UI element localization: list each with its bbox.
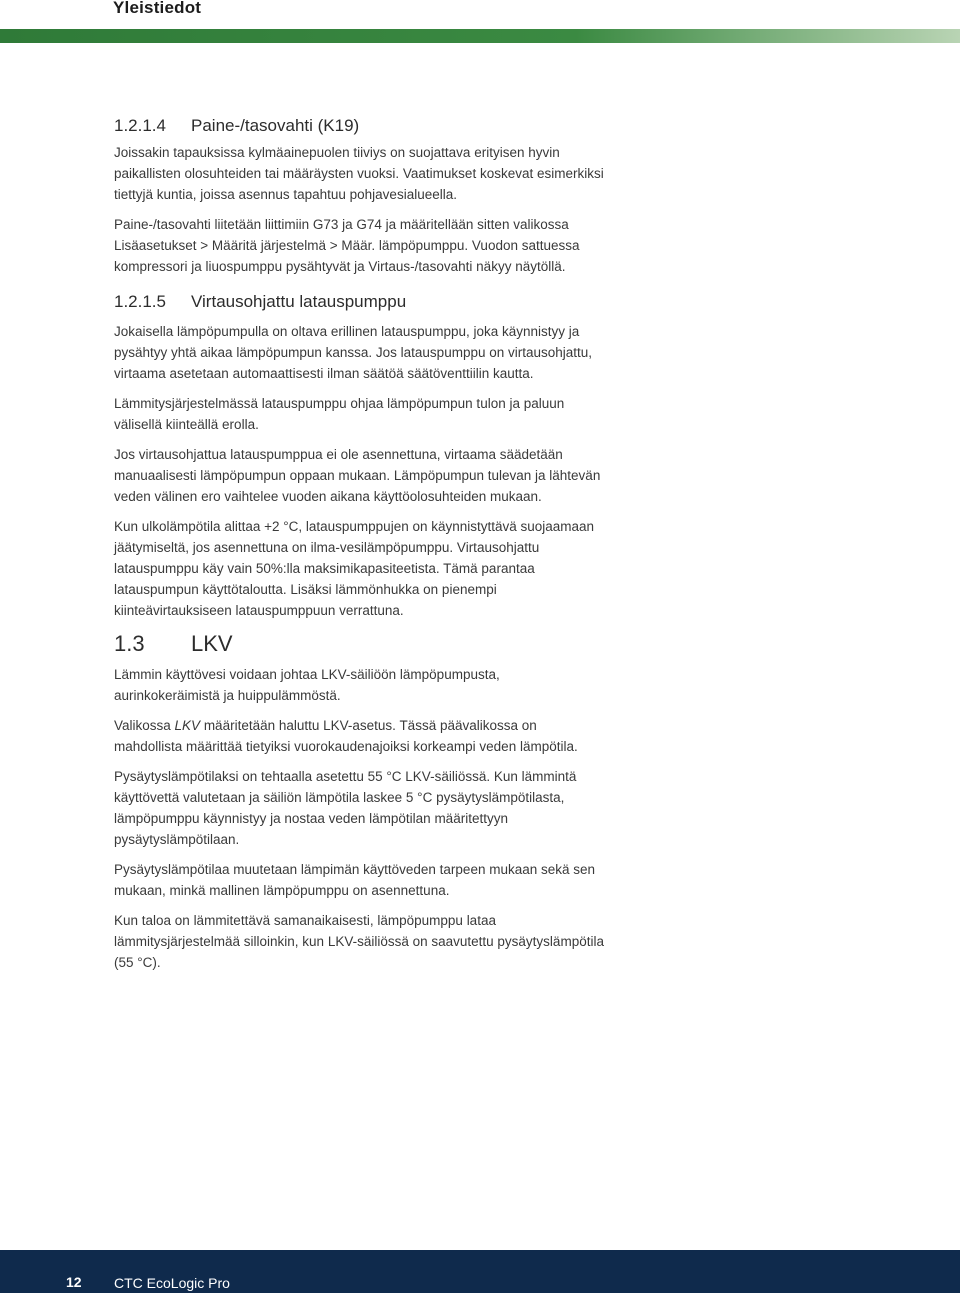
section-title: LKV: [191, 631, 233, 656]
menu-name-italic: LKV: [174, 718, 201, 733]
section-number: 1.3: [114, 631, 145, 656]
paragraph: Jokaisella lämpöpumpulla on oltava erillinen latauspumppu, joka käynnistyy ja pysähtyy yhtä aikaa lämpöpumpun kanssa. Jos latauspumppu on virtausohjattu, virtaama asetetaan automaattisesti ilman säätöä säätöventtiilin kautta.: [114, 324, 593, 381]
section-title: Virtausohjattu latauspumppu: [191, 292, 407, 311]
chapter-title: Yleistiedot: [113, 0, 202, 17]
header-color-bar: [0, 29, 960, 43]
section-heading-1-2-1-5: [114, 286, 604, 318]
paragraph: Pysäytyslämpötilaa muutetaan lämpimän käyttöveden tarpeen mukaan sekä sen mukaan, minkä mallinen lämpöpumppu on asennettuna.: [114, 862, 596, 898]
page-footer: [0, 1250, 960, 1293]
paragraph: Joissakin tapauksissa kylmäainepuolen tiiviys on suojattava erityisen hyvin paikallisten olosuhteiden tai määräysten vuoksi. Vaatimukset koskevat esimerkiksi tiettyjä kuntia, joissa asennus tapahtuu pohjavesialueella.: [114, 145, 604, 202]
paragraph: [114, 715, 604, 757]
paragraph: Lämmin käyttövesi voidaan johtaa LKV-säiliöön lämpöpumpusta, aurinkokeräimistä ja huippulämmöstä.: [114, 667, 500, 703]
paragraph: Lämmitysjärjestelmässä latauspumppu ohjaa lämpöpumpun tulon ja paluun välisellä kiinteällä erolla.: [114, 396, 565, 432]
section-title: Paine-/tasovahti (K19): [191, 116, 360, 135]
text-run: Valikossa: [114, 718, 175, 733]
paragraph: Pysäytyslämpötilaksi on tehtaalla asetettu 55 °C LKV-säiliössä. Kun lämmintä käyttövettä valutetaan ja säiliön lämpötila laskee 5 °C pysäytyslämpötilasta, lämpöpumppu käynnistyy ja nostaa veden lämpötilan määritettyyn pysäytyslämpötilaan.: [114, 769, 577, 847]
product-name: CTC EcoLogic Pro: [114, 1275, 230, 1291]
paragraph: Jos virtausohjattua latauspumppua ei ole asennettuna, virtaama säädetään manuaalisesti lämpöpumpun oppaan mukaan. Lämpöpumpun tulevan ja lähtevän veden välinen ero vaihtelee vuoden aikana käyttöolosuhteiden mukaan.: [114, 447, 601, 504]
paragraph: Kun ulkolämpötila alittaa +2 °C, latauspumppujen on käynnistyttävä suojaamaan jäätymiseltä, jos asennettuna on ilma-vesilämpöpumppu. Virtausohjattu latauspumppu käy vain 50%:lla maksimikapasiteetista. Tämä parantaa latauspumpun käyttötaloutta. Lisäksi lämmönhukka on pienempi kiinteävirtauksiseen latauspumppuun verrattuna.: [114, 519, 595, 618]
section-number: 1.2.1.5: [114, 292, 166, 311]
paragraph: Paine-/tasovahti liitetään liittimiin G73 ja G74 ja määritellään sitten valikossa Lisäasetukset > Määritä järjestelmä > Määr. lämpöpumppu. Vuodon sattuessa kompressori ja liuospumppu pysähtyvät ja Virtaus-/tasovahti näkyy näytöllä.: [114, 217, 580, 274]
page-content: [114, 110, 604, 973]
text-run: määritetään haluttu LKV-asetus. Tässä päävalikossa on mahdollista määrittää tietyiksi vuorokaudenajoiksi korkeampi veden lämpötila.: [114, 718, 578, 754]
page-number: 12: [66, 1274, 82, 1290]
section-number: 1.2.1.4: [114, 116, 166, 135]
paragraph: Kun taloa on lämmitettävä samanaikaisesti, lämpöpumppu lataa lämmitysjärjestelmää silloinkin, kun LKV-säiliössä on saavutettu pysäytyslämpötila (55 °C).: [114, 913, 604, 970]
section-heading-1-2-1-4: [114, 110, 604, 142]
section-heading-1-3: [114, 624, 604, 664]
